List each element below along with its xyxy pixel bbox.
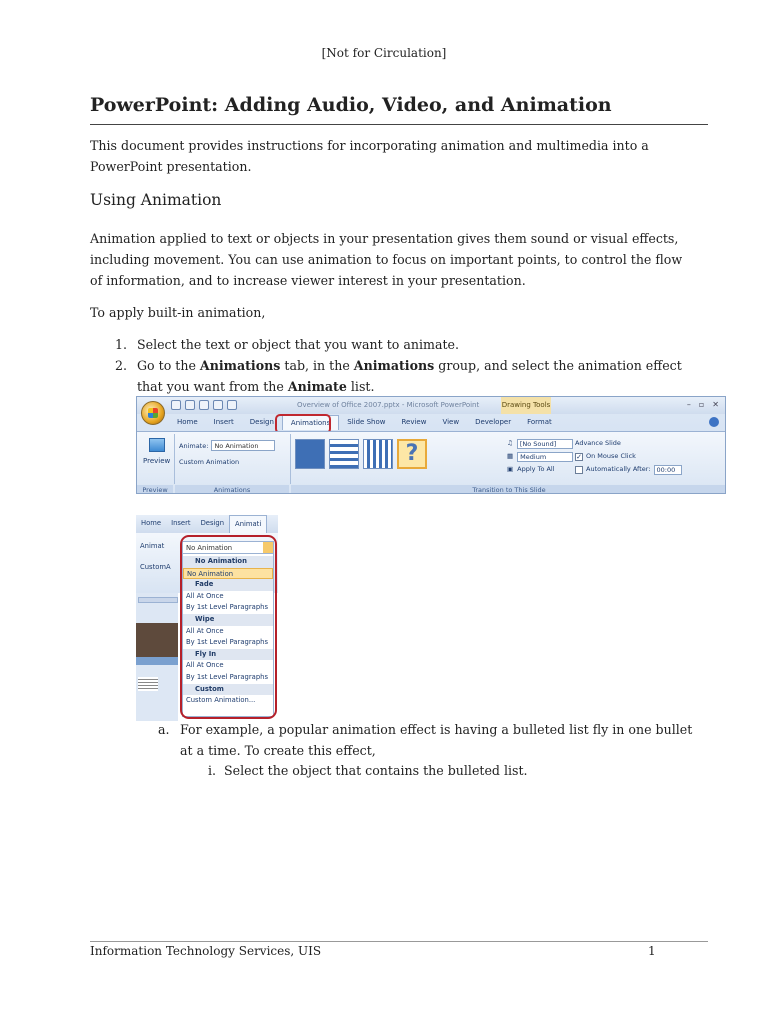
step-text: Select the text or object that you want to animate. xyxy=(137,337,459,352)
animate-label: Animate: xyxy=(179,441,209,450)
ribbon-tabs xyxy=(169,415,560,430)
animations-group-label: Animations xyxy=(175,485,289,494)
auto-after-row xyxy=(575,463,682,476)
sub-step-label: i. xyxy=(208,763,217,778)
advance-slide-heading: Advance Slide xyxy=(575,439,621,447)
sub-step-text: Select the object that contains the bulleted list. xyxy=(224,763,528,778)
preview-group-label: Preview xyxy=(137,485,173,494)
quick-access-toolbar xyxy=(171,400,237,410)
animate-label: Animat xyxy=(140,542,165,550)
tab-home: Home xyxy=(177,418,198,426)
animate-row xyxy=(179,440,275,451)
dropdown-option: No Animation xyxy=(183,568,273,580)
tab-animations: Animati xyxy=(229,515,267,533)
slide-thumbnail-text xyxy=(138,677,158,691)
group-separator xyxy=(290,434,291,484)
dropdown-shot-tabs xyxy=(136,515,278,533)
dropdown-option: All At Once xyxy=(186,591,224,600)
dropdown-option: By 1st Level Paragraphs xyxy=(186,638,268,647)
dropdown-group-header: Custom xyxy=(183,684,273,696)
restore-icon: ▫ xyxy=(698,400,705,409)
dropdown-group-header: No Animation xyxy=(183,556,273,568)
tab-insert: Insert xyxy=(171,519,191,527)
section-heading: Using Animation xyxy=(90,191,222,209)
custom-animation-button: Custom Animation xyxy=(179,458,240,466)
apply-intro: To apply built-in animation, xyxy=(90,305,266,320)
dropdown-option: Custom Animation... xyxy=(186,696,256,705)
footer-text: Information Technology Services, UIS xyxy=(90,944,322,958)
auto-after-label: Automatically After: xyxy=(586,465,651,473)
dropdown-option: By 1st Level Paragraphs xyxy=(186,603,268,612)
on-mouse-click-row xyxy=(575,450,682,463)
transition-thumb-random-icon: ? xyxy=(397,439,427,469)
save-icon xyxy=(171,400,181,410)
page-number: 1 xyxy=(648,944,656,958)
footer-rule xyxy=(90,941,708,942)
print-icon xyxy=(213,400,223,410)
tab-design: Design xyxy=(249,418,274,426)
speed-row xyxy=(507,450,573,463)
dropdown-group-header: Wipe xyxy=(183,614,273,626)
step-number: 2. xyxy=(115,358,128,373)
tab-home: Home xyxy=(141,519,162,527)
dropdown-group-header: Fade xyxy=(183,579,273,591)
preview-button-icon xyxy=(149,438,165,452)
intro-paragraph: This document provides instructions for incorporating animation and multimedia into a PowerPoint presentation. xyxy=(90,138,649,174)
step-number: 1. xyxy=(115,337,128,352)
apply-all-icon: ▣ xyxy=(507,465,514,473)
dropdown-option: By 1st Level Paragraphs xyxy=(186,672,268,681)
header-note: [Not for Circulation] xyxy=(321,46,447,60)
office-button-icon xyxy=(141,401,165,425)
on-mouse-click-label: On Mouse Click xyxy=(586,452,636,460)
transition-thumb-3 xyxy=(363,439,393,469)
on-mouse-click-checkbox: ✓ xyxy=(576,452,582,461)
slide-tab xyxy=(138,597,178,603)
tab-review: Review xyxy=(401,418,427,426)
slide-thumbnail xyxy=(136,623,178,657)
undo-icon xyxy=(185,400,195,410)
preview-button-label: Preview xyxy=(143,457,171,465)
transition-options xyxy=(507,437,573,476)
animate-list-highlight xyxy=(180,535,277,719)
tab-developer: Developer xyxy=(475,418,512,426)
sound-row xyxy=(507,437,573,450)
custom-animation-label: CustomA xyxy=(140,563,171,571)
dropdown-option: All At Once xyxy=(186,661,224,670)
tab-design: Design xyxy=(200,519,225,527)
title-rule xyxy=(90,124,708,125)
context-tab-label: Drawing Tools xyxy=(501,397,551,414)
close-icon: ✕ xyxy=(712,400,719,409)
animate-dropdown-current: No Animation xyxy=(183,542,273,554)
apply-to-all-label: Apply To All xyxy=(517,465,555,473)
tab-view: View xyxy=(442,418,460,426)
step-text: Go to the Animations tab, in the Animations group, and select the animation effect that you want from the Animate list. xyxy=(137,358,682,394)
apply-all-row xyxy=(507,463,573,476)
group-separator xyxy=(174,434,175,484)
transition-group-label: Transition to This Slide xyxy=(291,485,726,494)
sound-icon: ♫ xyxy=(507,439,513,447)
transition-gallery xyxy=(295,439,427,469)
help-icon xyxy=(709,417,719,427)
tab-format: Format xyxy=(527,418,552,426)
tab-insert: Insert xyxy=(213,418,234,426)
minimize-icon: – xyxy=(686,400,691,409)
sub-step-text: For example, a popular animation effect is having a bulleted list fly in one bullet at a time. To create this effect, xyxy=(180,722,693,758)
advance-slide-options xyxy=(575,437,682,476)
animate-select: No Animation xyxy=(211,440,275,451)
speed-select: Medium xyxy=(517,452,573,462)
sub-step-label: a. xyxy=(158,722,170,737)
window-title: Overview of Office 2007.pptx - Microsoft PowerPoint xyxy=(297,401,480,409)
speed-icon: ▦ xyxy=(507,452,514,460)
tab-animations: Animations xyxy=(282,415,339,430)
preview-icon xyxy=(227,400,237,410)
slide-pane xyxy=(136,593,178,721)
page-title: PowerPoint: Adding Audio, Video, and Animation xyxy=(90,94,612,116)
auto-after-time: 00:00 xyxy=(654,465,682,475)
dropdown-group-header: Fly In xyxy=(183,649,273,661)
ribbon-body xyxy=(137,431,726,494)
dropdown-option: All At Once xyxy=(186,626,224,635)
transition-thumb-1 xyxy=(295,439,325,469)
transition-thumb-2 xyxy=(329,439,359,469)
ribbon-screenshot xyxy=(136,396,726,494)
redo-icon xyxy=(199,400,209,410)
section-paragraph: Animation applied to text or objects in your presentation gives them sound or visual effects, including movement. You can use animation to focus on important points, to control the flow of information, and to increase viewer interest in your presentation. xyxy=(90,231,683,288)
auto-after-checkbox xyxy=(575,466,583,474)
tab-slide-show: Slide Show xyxy=(347,418,386,426)
window-buttons xyxy=(687,400,719,409)
slide-thumbnail-bar xyxy=(136,657,178,665)
sound-select: [No Sound] xyxy=(517,439,573,449)
